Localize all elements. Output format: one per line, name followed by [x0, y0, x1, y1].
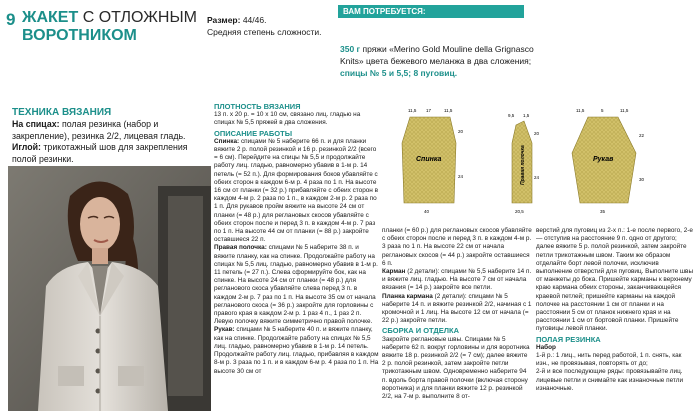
- pocket-strip-text: (2 детали): спицами № 5 наберите 14 п. и вяжите резинкой 2/2, начиная с 1 кромочной и 1 лиц. На высоте 12 см от начала (= 22 р.) закройте петли.: [382, 292, 532, 325]
- column-2: [214, 103, 380, 376]
- technique-needle-label: Иглой:: [12, 142, 41, 152]
- materials-yarn: пряжи «Merino Gold Mouline della Grignasco Knits» цвета бежевого меланжа в два сложения;: [340, 44, 534, 66]
- materials-text: [340, 43, 535, 79]
- sleeve-top-2: 5: [601, 108, 604, 113]
- size-block: [207, 14, 327, 38]
- front-top-2: 1,5: [523, 113, 530, 118]
- materials-heading: ВАМ ПОТРЕБУЕТСЯ:: [338, 5, 524, 18]
- front-bottom: 20,5: [515, 209, 524, 214]
- back-side-2: 24: [458, 174, 464, 179]
- sleeve-top-3: 11,5: [620, 108, 629, 113]
- back-side-1: 20: [458, 129, 464, 134]
- rib-row1: 1-й р.: 1 лиц., нить перед работой, 1 п. снять, как изн., не провязывая, повторять от до;: [536, 352, 682, 368]
- pocket-text: (2 детали): спицами № 5,5 наберите 14 п. и вяжите лиц. гладью. На высоте 7 см от начала вязания (= 14 р.) закройте все петли.: [382, 268, 532, 292]
- pocket-strip-label: Планка кармана: [382, 292, 433, 300]
- sleeve-side-2: 30: [639, 177, 645, 182]
- rib-title: ПОЛАЯ РЕЗИНКА: [536, 334, 601, 344]
- schematics: [396, 103, 696, 223]
- sleeve-bottom: 35: [600, 209, 606, 214]
- sleeve-side-1: 22: [639, 133, 645, 138]
- size-value: 44/46.: [242, 15, 267, 25]
- title-rest: С ОТЛОЖНЫМ: [82, 9, 197, 26]
- column-3: [382, 227, 532, 401]
- back-top-3: 11,5: [444, 108, 453, 113]
- front-label-schem: Правая полочка: [520, 145, 526, 185]
- technique-needle-text: трикотажный шов для закрепления полой резинки.: [12, 142, 188, 164]
- sleeve-top-1: 11,5: [576, 108, 585, 113]
- pattern-number: 9: [6, 10, 16, 29]
- assembly-title: СБОРКА И ОТДЕЛКА: [382, 326, 460, 336]
- density-text: 13 п. х 20 р. = 10 х 10 см, связано лиц. гладью на спицах № 5,5 пряжей в два сложения.: [214, 111, 361, 127]
- model-photo-illustration: [8, 166, 211, 411]
- back-bottom: 40: [424, 209, 430, 214]
- technique-title: ТЕХНИКА ВЯЗАНИЯ: [12, 107, 112, 118]
- technique-needles-text: полая резинка (набор и закрепление), резинка 2/2, лицевая гладь.: [12, 119, 186, 141]
- pocket-instructions: [382, 268, 532, 293]
- front-label: Правая полочка:: [214, 244, 267, 252]
- sleeve-text: спицами № 5 наберите 40 п. и вяжите планку, как на спинке. Продолжайте работу на спицах № 5,5 лиц. гладью, равномерно убавив в 1-м р. 14 петель. Продолжайте работу лиц. гладью, прибавляя в каждом 8-м р. 3 раза по 1 п. и в каждом 6-м р. 4 раза по 1 п. На высоте 30 см от: [214, 326, 379, 375]
- sleeve-instructions: [214, 326, 380, 375]
- technique-text: [12, 119, 210, 165]
- materials-needles: спицы № 5 и 5,5; 8 пуговиц.: [340, 68, 458, 78]
- back-label: Спинка:: [214, 137, 240, 145]
- front-side-2: 24: [534, 175, 540, 180]
- back-top-1: 11,5: [408, 108, 417, 113]
- back-instructions: [214, 138, 380, 245]
- col3-p1: планки (= 60 р.) для реглановых скосов убавляйте с обеих сторон после и перед 3 п. в каждом 4-м р. 3 раза по 1 п. На высоте 22 см от начала реглановых скосов (= 44 р.) закройте оставшиеся 6 п.: [382, 227, 532, 267]
- title-line2: ВОРОТНИКОМ: [22, 27, 137, 44]
- assembly-text: Закройте реглановые швы. Спицами № 5 наберите 62 п. вокруг горловины и для воротника вяжите 18 р. резинкой 2/2 (= 7 см); далее вяжите 2 р. полой резинкой, затем закройте петли трикотажным швом. Одновременно наберите 94 п. вдоль борта правой полочки (включая сторону воротника) и для планки вяжите 12 р. резинкой 2/2, на 7-м р. выполните 8 от-: [382, 335, 530, 401]
- col4-p1: верстий для пуговиц из 2-х п.: 1-е после первого, 2-е — отступив на расстояние 9 п. одно от другого; далее вяжите 5 р. полой резинкой, затем закройте петли трикотажным швом. Таким же образом отделайте борт левой полочки, исключив выполнение отверстий для пуговиц. Выполните швы от манжеты до бока. Пришейте карманы к верхнему краю кармана обеих стороны, заканчивающейся краевой петлей; пришейте карманы на каждой полочке на расстоянии 1 см от планки и на расстоянии 5 см от планок нижнего края и на расстоянии 1 см от бортовой планки. Пришейте пуговицы левой планки.: [536, 227, 694, 333]
- density-title: ПЛОТНОСТЬ ВЯЗАНИЯ: [214, 102, 301, 111]
- page-title: [22, 9, 202, 45]
- rib-row2: 2-й и все последующие ряды: провязывайте лиц. лицевые петли и снимайте как изнаночные петли изнаночные.: [536, 368, 684, 392]
- sleeve-label: Рукав:: [214, 326, 235, 334]
- cast-on-label: Набор: [536, 343, 556, 351]
- sleeve-label-schem: Рукав: [593, 156, 614, 163]
- materials-amount: 350 г: [340, 44, 361, 54]
- difficulty-text: Средняя степень сложности.: [207, 27, 322, 37]
- column-4: [536, 227, 694, 393]
- front-text: спицами № 5 наберите 38 п. и вяжите планку, как на спинке. Продолжайте работу на спицах № 5,5 лиц. гладью, равномерно убавив в 1-м р. 11 петель (= 27 п.). Слева сформируйте бок, как на спинке. На высоте 24 см от планки (= 48 р.) для регланового скоса убавляйте слева перед 3 п. в каждом 2-м р. 7 раз по 1 п. На высоте 35 см от начала регланового скоса (= 36 р.) закройте для горловины с правого края в каждом 2-м р. 1 раз 4 п., 1 раз 2 п. Левую полочку вяжите симметрично правой полочке.: [214, 244, 378, 326]
- size-label: Размер:: [207, 15, 241, 25]
- front-top-1: 9,5: [508, 113, 515, 118]
- back-label-schem: Спинка: [416, 156, 442, 163]
- technique-needles-label: На спицах:: [12, 119, 60, 129]
- work-title: ОПИСАНИЕ РАБОТЫ: [214, 128, 293, 138]
- back-text: спицами № 5 наберите 66 п. и для планки вяжите 2 р. полой резинкой и 16 р. резинкой 2/2 (всего = 6 см). Перейдите на спицы № 5,5 и продолжайте работу лиц. гладью, равномерно убавив в 1-м р. 14 петель (= 52 п.). Для формирования боков убавляйте с обеих сторон в каждом 6-м р. 4 раза по 1 п. На высоте 16 см от планки (= 32 р.) прибавляйте с обеих сторон в каждом 4-м р. 2 раза по 1 п., в каждом 2-м р. 2 раза по 1 п. Для рукавов пройм вяжите на высоте 24 см от планки (= 48 р.) для реглановых скосов убавляйте с обеих сторон после и перед 3 п. в каждом 4-м р. 7 раз по 1 п. На высоте 44 см от планки (= 88 р.) закройте оставшиеся 22 п.: [214, 137, 378, 244]
- model-photo: [8, 166, 211, 411]
- front-instructions: [214, 244, 380, 326]
- back-top-2: 17: [426, 108, 432, 113]
- pocket-strip-instructions: [382, 293, 532, 326]
- pocket-label: Карман: [382, 268, 406, 276]
- title-bold: ЖАКЕТ: [22, 9, 79, 26]
- front-side-1: 20: [534, 131, 540, 136]
